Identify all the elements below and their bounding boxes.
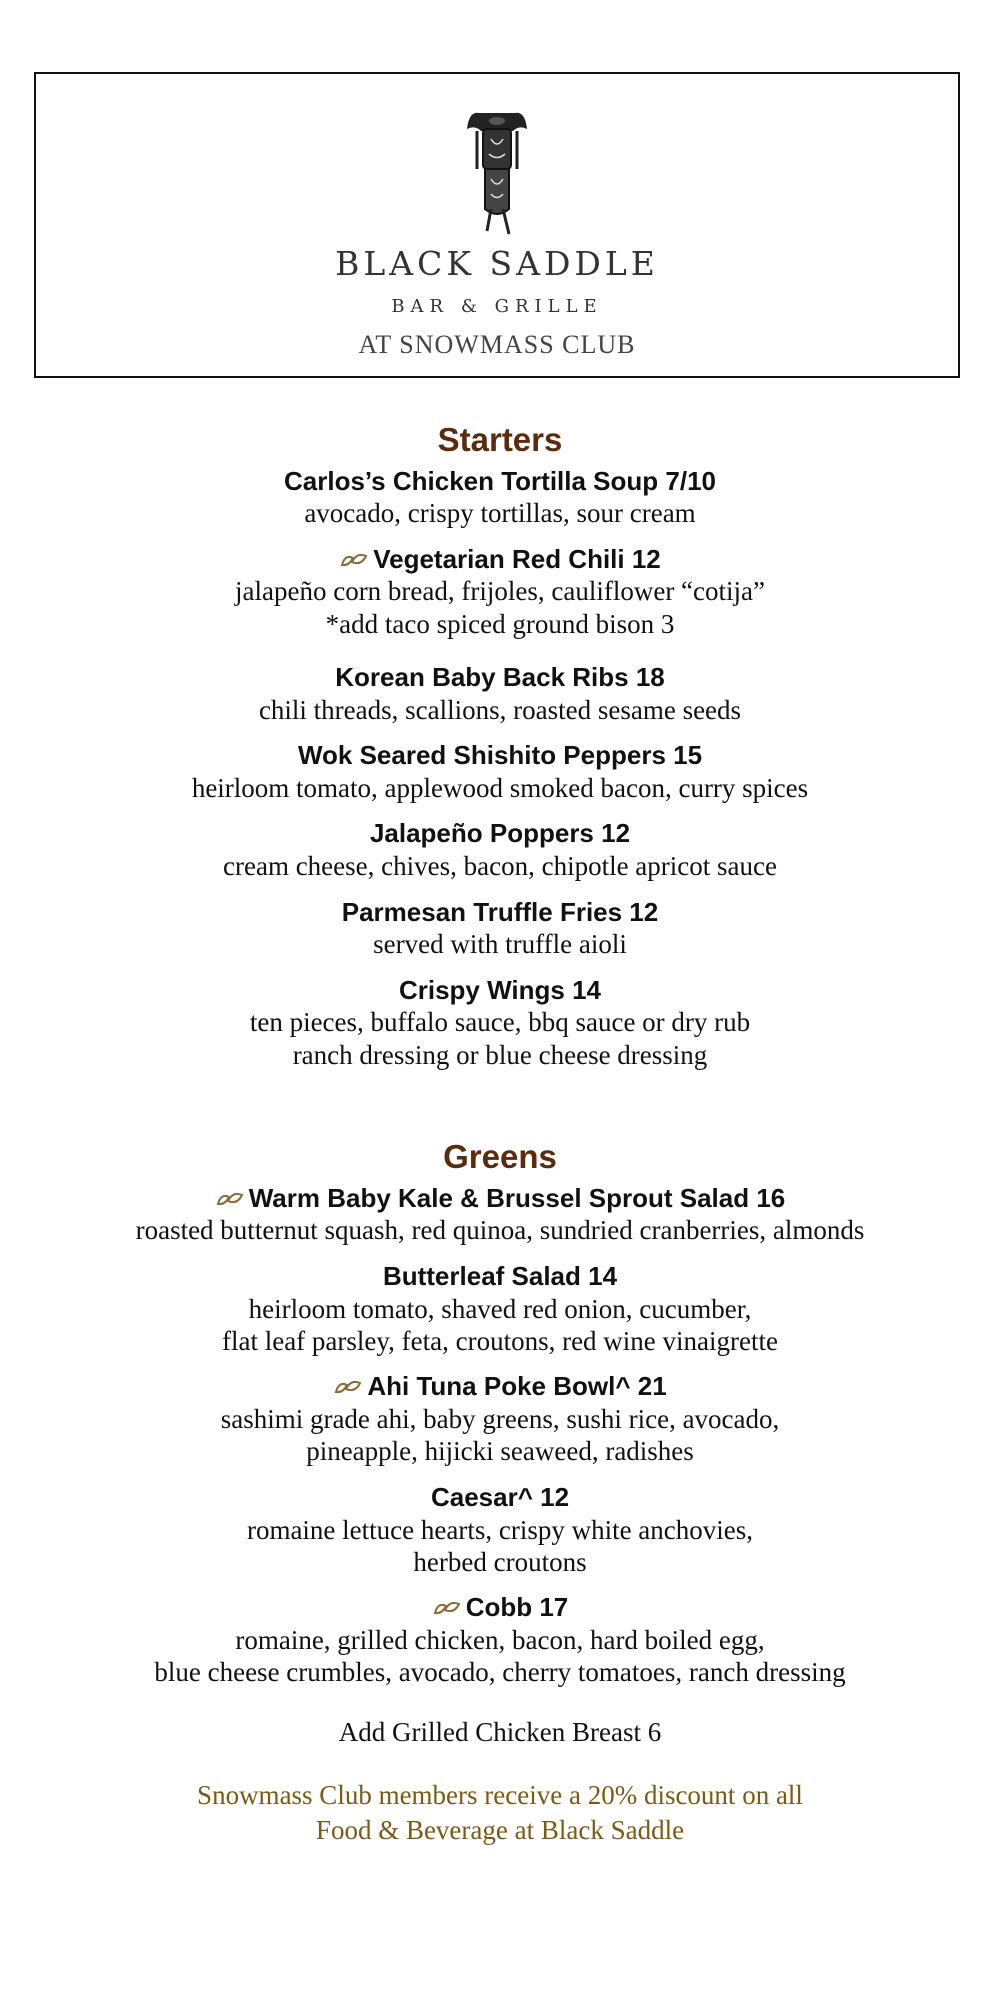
brand-name: BLACK SADDLE [335,244,659,283]
item-desc: served with truffle aioli [373,929,627,960]
section-title-starters: Starters [437,421,563,458]
brand-subtitle: BAR & GRILLE [391,296,603,317]
item-name: Wok Seared Shishito Peppers 15 [297,740,703,771]
menu-item [0,1482,1000,1579]
item-name: Korean Baby Back Ribs 18 [335,662,665,693]
item-name: Carlos’s Chicken Tortilla Soup 7/10 [283,465,716,496]
menu-item [0,466,1000,530]
item-name: Butterleaf Salad 14 [382,1260,618,1291]
menu-item [0,1592,1000,1689]
footer-line: Food & Beverage at Black Saddle [315,1814,685,1845]
menu-item [0,897,1000,961]
footer-line: Snowmass Club members receive a 20% discount on all [197,1779,803,1810]
item-desc: blue cheese crumbles, avocado, cherry tomatoes, ranch dressing [154,1657,846,1688]
item-name: Jalapeño Poppers 12 [369,818,631,849]
menu-item [0,818,1000,882]
item-desc: chili threads, scallions, roasted sesame seeds [258,694,742,725]
item-name: Ahi Tuna Poke Bowl^ 21 [367,1371,667,1402]
header-box [34,72,960,378]
item-desc: romaine, grilled chicken, bacon, hard boiled egg, [235,1625,765,1656]
item-desc: jalapeño corn bread, frijoles, cauliflower “cotija” [235,576,765,607]
leaf-icon [333,1377,363,1397]
menu-item [0,975,1000,1072]
item-name: Parmesan Truffle Fries 12 [341,896,659,927]
menu-item [0,544,1000,641]
menu-item [0,1183,1000,1247]
item-desc: *add taco spiced ground bison 3 [325,608,675,639]
item-desc: cream cheese, chives, bacon, chipotle apricot sauce [223,851,777,882]
item-desc: ten pieces, buffalo sauce, bbq sauce or dry rub [249,1007,751,1038]
brand-location: AT SNOWMASS CLUB [358,330,636,359]
menu-body [0,420,1000,1848]
leaf-icon [215,1189,245,1209]
item-name: Caesar^ 12 [430,1481,570,1512]
addon-note: Add Grilled Chicken Breast 6 [338,1716,662,1747]
item-name: Cobb 17 [465,1592,569,1623]
menu-item [0,740,1000,804]
menu-item [0,662,1000,726]
item-desc: flat leaf parsley, feta, croutons, red wine vinaigrette [221,1325,778,1356]
leaf-icon [432,1598,462,1618]
item-desc: herbed croutons [413,1546,587,1577]
item-desc: sashimi grade ahi, baby greens, sushi rice, avocado, [220,1404,780,1435]
item-name: Vegetarian Red Chili 12 [373,543,661,574]
member-discount-note [0,1778,1000,1848]
leaf-icon [339,550,369,570]
item-desc: heirloom tomato, applewood smoked bacon, curry spices [191,773,809,804]
menu-item [0,1261,1000,1358]
saddle-icon [447,99,547,239]
item-desc: avocado, crispy tortillas, sour cream [304,498,696,529]
section-title-greens: Greens [443,1138,557,1176]
item-name: Warm Baby Kale & Brussel Sprout Salad 16 [248,1182,786,1213]
item-name: Crispy Wings 14 [398,974,602,1005]
item-desc: ranch dressing or blue cheese dressing [292,1039,708,1070]
item-desc: roasted butternut squash, red quinoa, sundried cranberries, almonds [135,1215,865,1246]
item-desc: romaine lettuce hearts, crispy white anchovies, [246,1514,754,1545]
item-desc: heirloom tomato, shaved red onion, cucumber, [248,1293,752,1324]
menu-item [0,1371,1000,1468]
item-desc: pineapple, hijicki seaweed, radishes [306,1436,694,1467]
